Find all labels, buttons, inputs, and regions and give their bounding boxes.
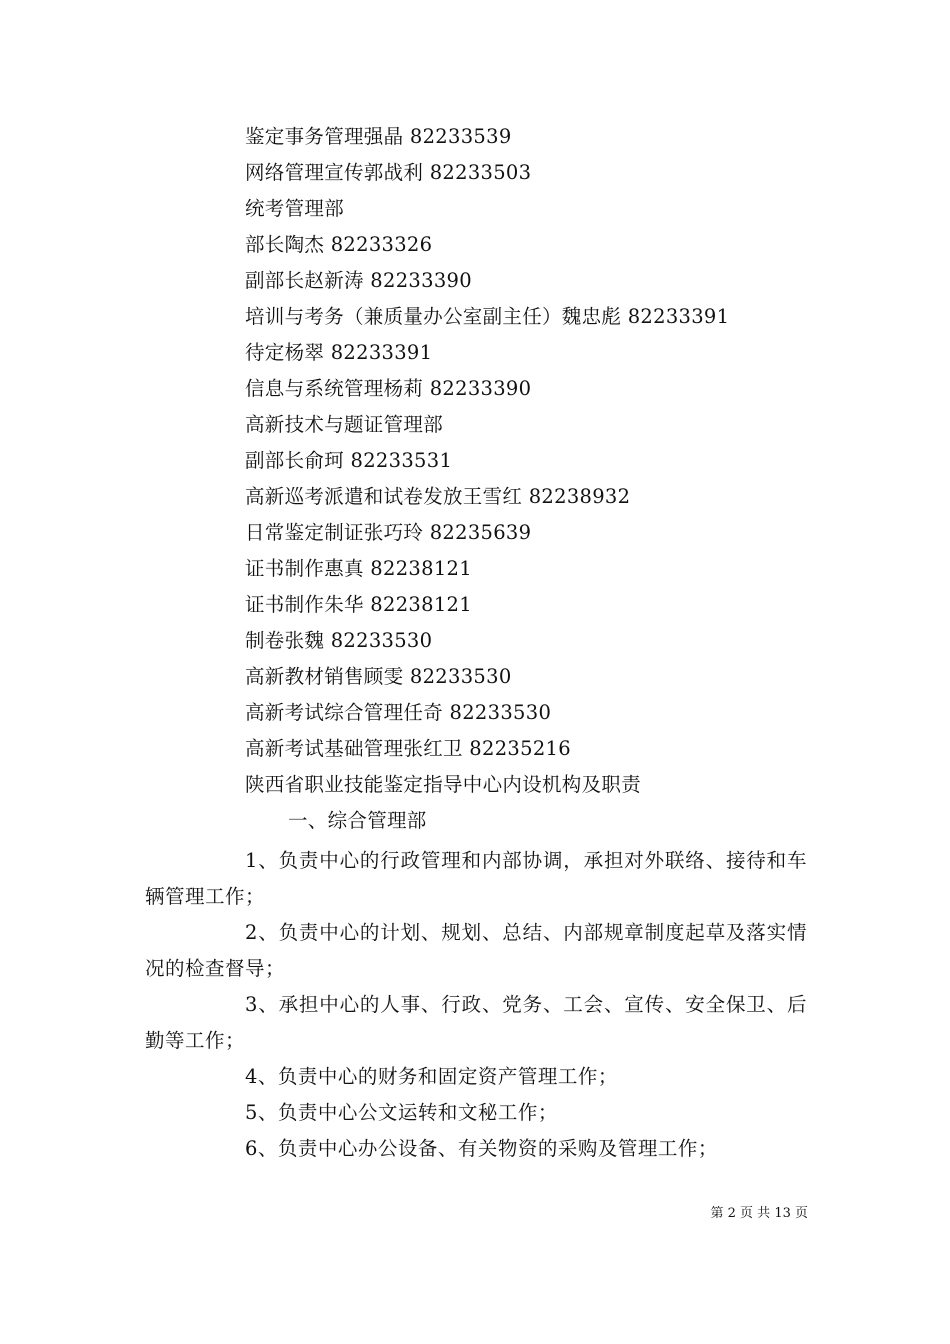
duty-paragraph: 4、负责中心的财务和固定资产管理工作；	[245, 1065, 618, 1088]
text-line: 网络管理宣传郭战利 82233503	[245, 161, 532, 184]
text-line: 部长陶杰 82233326	[245, 233, 433, 256]
section-heading: 一、综合管理部	[288, 809, 427, 832]
document-title: 陕西省职业技能鉴定指导中心内设机构及职责	[245, 773, 642, 796]
text-line: 培训与考务（兼质量办公室副主任）魏忠彪 82233391	[245, 305, 730, 328]
text-line: 待定杨翠 82233391	[245, 341, 433, 364]
text-line: 副部长赵新涛 82233390	[245, 269, 472, 292]
text-line: 副部长俞珂 82233531	[245, 449, 453, 472]
text-line: 高新考试综合管理任奇 82233530	[245, 701, 552, 724]
text-line: 信息与系统管理杨莉 82233390	[245, 377, 532, 400]
department-heading: 高新技术与题证管理部	[245, 413, 444, 436]
text-line: 制卷张魏 82233530	[245, 629, 433, 652]
duty-paragraph: 5、负责中心公文运转和文秘工作；	[245, 1101, 558, 1124]
duty-paragraph: 6、负责中心办公设备、有关物资的采购及管理工作；	[245, 1137, 718, 1160]
text-line: 高新巡考派遣和试卷发放王雪红 82238932	[245, 485, 631, 508]
duty-paragraph: 3、承担中心的人事、行政、党务、工会、宣传、安全保卫、后勤等工作；	[145, 993, 807, 1052]
text-line: 日常鉴定制证张巧玲 82235639	[245, 521, 532, 544]
duty-paragraph: 2、负责中心的计划、规划、总结、内部规章制度起草及落实情况的检查督导；	[145, 921, 807, 980]
page-number-footer: 第 2 页 共 13 页	[710, 1206, 808, 1221]
text-line: 证书制作朱华 82238121	[245, 593, 472, 616]
text-line: 高新教材销售顾雯 82233530	[245, 665, 512, 688]
text-line: 证书制作惠真 82238121	[245, 557, 472, 580]
text-line: 鉴定事务管理强晶 82233539	[245, 125, 512, 148]
duty-paragraph: 1、负责中心的行政管理和内部协调，承担对外联络、接待和车辆管理工作；	[145, 849, 807, 908]
text-line: 高新考试基础管理张红卫 82235216	[245, 737, 571, 760]
department-heading: 统考管理部	[245, 197, 345, 220]
